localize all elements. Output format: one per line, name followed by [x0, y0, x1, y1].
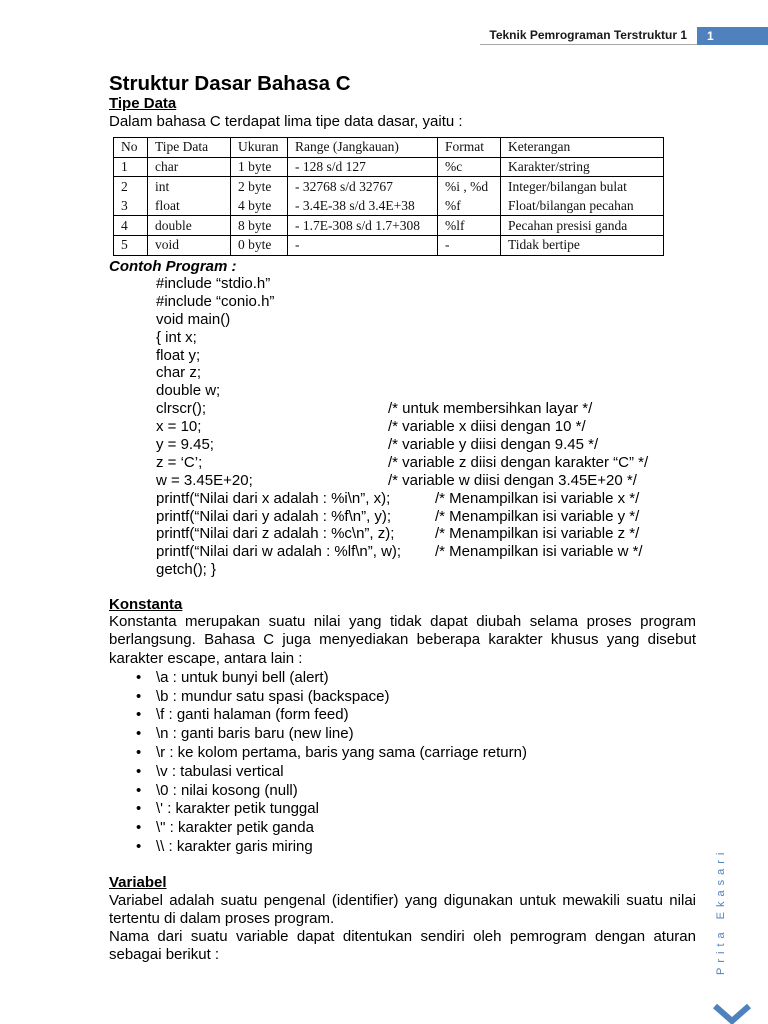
- bullet-icon: [136, 725, 141, 744]
- code-comment: /* Menampilkan isi variable y */: [435, 507, 640, 525]
- code-text: y = 9.45;: [156, 436, 214, 454]
- escape-list-text: \n : ganti baris baru (new line): [156, 725, 354, 743]
- code-text: x = 10;: [156, 418, 202, 436]
- code-line: [156, 364, 696, 382]
- escape-list-item: [109, 725, 696, 744]
- code-comment: /* Menampilkan isi variable z */: [435, 525, 640, 543]
- table-cell: -: [438, 235, 501, 255]
- code-line: [156, 543, 696, 561]
- tipe-data-intro: Dalam bahasa C terdapat lima tipe data dasar, yaitu :: [109, 113, 463, 130]
- code-text: printf(“Nilai dari w adalah : %lf\n”, w);: [156, 543, 402, 561]
- escape-list-text: \v : tabulasi vertical: [156, 762, 284, 780]
- code-text: printf(“Nilai dari y adalah : %f\n”, y);: [156, 507, 392, 525]
- code-line: [156, 382, 696, 400]
- variabel-section: [109, 892, 696, 964]
- konstanta-section: [109, 613, 696, 857]
- escape-list-item: [109, 838, 696, 857]
- bullet-icon: [136, 706, 141, 725]
- table-cell: 2 byte: [231, 177, 288, 197]
- table-cell: 1: [114, 157, 148, 177]
- table-header-cell: No: [114, 138, 148, 158]
- code-text: w = 3.45E+20;: [156, 471, 253, 489]
- code-text: { int x;: [156, 328, 197, 346]
- table-cell: 8 byte: [231, 216, 288, 236]
- table-cell: Karakter/string: [501, 157, 664, 177]
- table-cell: - 1.7E-308 s/d 1.7+308: [288, 216, 438, 236]
- code-line: [156, 311, 696, 329]
- escape-list-item: [109, 688, 696, 707]
- header-rule: [480, 44, 697, 45]
- code-text: float y;: [156, 346, 201, 364]
- table-cell: float: [148, 196, 231, 216]
- table-cell: %lf: [438, 216, 501, 236]
- code-text: getch(); }: [156, 561, 217, 579]
- bullet-icon: [136, 669, 141, 688]
- section-heading-konstanta: Konstanta: [109, 596, 183, 613]
- table-cell: -: [288, 235, 438, 255]
- code-block: [156, 275, 696, 579]
- table-cell: 5: [114, 235, 148, 255]
- table-cell: Pecahan presisi ganda: [501, 216, 664, 236]
- table-cell: - 128 s/d 127: [288, 157, 438, 177]
- table-cell: Integer/bilangan bulat: [501, 177, 664, 197]
- code-line: [156, 347, 696, 365]
- code-line: [156, 490, 696, 508]
- table-cell: 3: [114, 196, 148, 216]
- bullet-icon: [136, 763, 141, 782]
- code-comment: /* Menampilkan isi variable w */: [435, 543, 643, 561]
- escape-list-text: \a : untuk bunyi bell (alert): [156, 668, 329, 686]
- table-row: [114, 177, 664, 197]
- table-row: [114, 235, 664, 255]
- code-text: char z;: [156, 364, 202, 382]
- code-line: [156, 436, 696, 454]
- bullet-icon: [136, 782, 141, 801]
- escape-list-text: \0 : nilai kosong (null): [156, 781, 298, 799]
- table-cell: 1 byte: [231, 157, 288, 177]
- contoh-program-heading: Contoh Program :: [109, 258, 237, 275]
- table-cell: %c: [438, 157, 501, 177]
- table-cell: int: [148, 177, 231, 197]
- code-line: [156, 561, 696, 579]
- table-cell: - 32768 s/d 32767: [288, 177, 438, 197]
- table-row: [114, 216, 664, 236]
- table-cell: %i , %d: [438, 177, 501, 197]
- table-row: [114, 157, 664, 177]
- code-text: clrscr();: [156, 400, 206, 418]
- escape-list-item: [109, 800, 696, 819]
- code-line: [156, 293, 696, 311]
- code-line: [156, 418, 696, 436]
- code-line: [156, 472, 696, 490]
- code-line: [156, 400, 696, 418]
- code-comment: /* variable x diisi dengan 10 */: [388, 418, 586, 436]
- table-header-cell: Format: [438, 138, 501, 158]
- code-text: printf(“Nilai dari z adalah : %c\n”, z);: [156, 525, 395, 543]
- table-header-cell: Tipe Data: [148, 138, 231, 158]
- escape-list: [109, 669, 696, 857]
- bullet-icon: [136, 819, 141, 838]
- table-cell: 2: [114, 177, 148, 197]
- page-number-badge: 1: [697, 27, 768, 45]
- escape-list-text: \\ : karakter garis miring: [156, 838, 313, 856]
- escape-list-item: [109, 819, 696, 838]
- table-cell: Tidak bertipe: [501, 235, 664, 255]
- code-text: printf(“Nilai dari x adalah : %i\n”, x);: [156, 489, 391, 507]
- table-header-cell: Ukuran: [231, 138, 288, 158]
- table-header-row: [114, 138, 664, 158]
- header-title: Teknik Pemrograman Terstruktur 1: [489, 28, 687, 42]
- table-cell: - 3.4E-38 s/d 3.4E+38: [288, 196, 438, 216]
- data-types-table: [113, 137, 664, 256]
- code-text: z = ‘C’;: [156, 453, 203, 471]
- escape-list-text: \' : karakter petik tunggal: [156, 800, 319, 818]
- escape-list-text: \" : karakter petik ganda: [156, 819, 314, 837]
- code-comment: /* untuk membersihkan layar */: [388, 400, 593, 418]
- bullet-icon: [136, 688, 141, 707]
- chevron-down-icon: [708, 1000, 756, 1024]
- code-comment: /* variable z diisi dengan karakter “C” */: [388, 453, 649, 471]
- variabel-paragraph: Nama dari suatu variable dapat ditentukan sendiri oleh pemrogram dengan aturan sebagai berikut :: [109, 928, 696, 963]
- code-line: [156, 525, 696, 543]
- code-text: #include “conio.h”: [156, 292, 275, 310]
- code-text: #include “stdio.h”: [156, 275, 271, 292]
- escape-list-text: \b : mundur satu spasi (backspace): [156, 687, 390, 705]
- table-cell: char: [148, 157, 231, 177]
- code-comment: /* variable w diisi dengan 3.45E+20 */: [388, 471, 637, 489]
- author-side-text: Prita Ekasari: [715, 847, 727, 975]
- table-header-cell: Keterangan: [501, 138, 664, 158]
- table-cell: 4 byte: [231, 196, 288, 216]
- code-text: double w;: [156, 382, 221, 400]
- table-cell: %f: [438, 196, 501, 216]
- table-cell: 0 byte: [231, 235, 288, 255]
- code-line: [156, 275, 696, 293]
- escape-list-item: [109, 763, 696, 782]
- escape-list-item: [109, 782, 696, 801]
- table-row: [114, 196, 664, 216]
- bullet-icon: [136, 838, 141, 857]
- page-title: Struktur Dasar Bahasa C: [109, 72, 351, 95]
- code-text: void main(): [156, 310, 231, 328]
- table-cell: Float/bilangan pecahan: [501, 196, 664, 216]
- code-line: [156, 508, 696, 526]
- section-heading-tipe-data: Tipe Data: [109, 95, 177, 112]
- konstanta-paragraph: Konstanta merupakan suatu nilai yang tidak dapat diubah selama proses program berlangsung. Bahasa C juga menyediakan beberapa karakter khusus yang disebut karakter escape, antara lain :: [109, 612, 696, 668]
- variabel-paragraph: Variabel adalah suatu pengenal (identifier) yang digunakan untuk mewakili suatu nilai tertentu di dalam proses program.: [109, 892, 696, 927]
- table-cell: void: [148, 235, 231, 255]
- bullet-icon: [136, 800, 141, 819]
- code-comment: /* variable y diisi dengan 9.45 */: [388, 436, 599, 454]
- escape-list-text: \f : ganti halaman (form feed): [156, 706, 349, 724]
- escape-list-item: [109, 669, 696, 688]
- escape-list-item: [109, 744, 696, 763]
- escape-list-text: \r : ke kolom pertama, baris yang sama (carriage return): [156, 744, 527, 762]
- code-comment: /* Menampilkan isi variable x */: [435, 489, 640, 507]
- section-heading-variabel: Variabel: [109, 874, 167, 891]
- table-cell: 4: [114, 216, 148, 236]
- escape-list-item: [109, 706, 696, 725]
- bullet-icon: [136, 744, 141, 763]
- code-line: [156, 329, 696, 347]
- code-line: [156, 454, 696, 472]
- table-cell: double: [148, 216, 231, 236]
- table-header-cell: Range (Jangkauan): [288, 138, 438, 158]
